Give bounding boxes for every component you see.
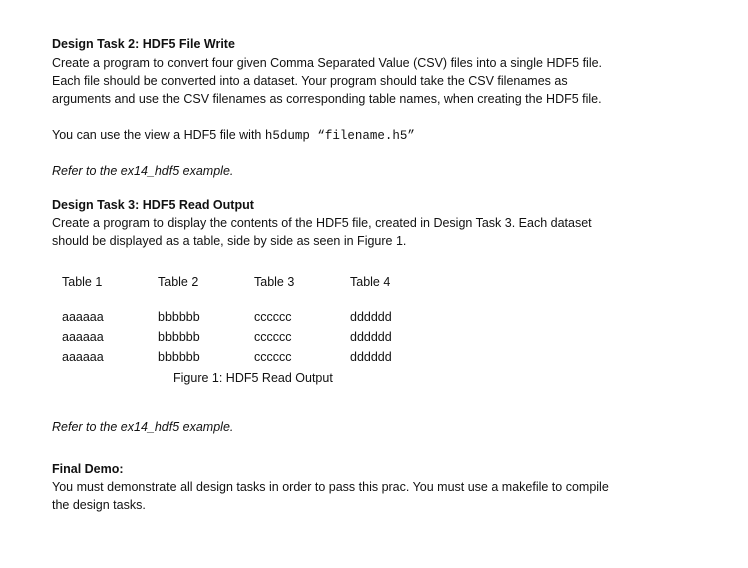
task2-view-paragraph — [52, 126, 692, 146]
task2-view-prefix: You can use the view a HDF5 file with — [52, 128, 265, 142]
figure-table-2 — [158, 272, 238, 364]
table-header: Table 3 — [254, 275, 295, 289]
table-header: Table 4 — [350, 275, 391, 289]
table-header: Table 2 — [158, 275, 199, 289]
table-cell: dddddd — [350, 330, 392, 344]
task2-line-3: arguments and use the CSV filenames as corresponding table names, when creating the HDF5 file. — [52, 92, 602, 106]
table-cell: aaaaaa — [62, 350, 104, 364]
table-cell: aaaaaa — [62, 330, 104, 344]
table-cell: bbbbbb — [158, 330, 200, 344]
table-cell: aaaaaa — [62, 310, 104, 324]
table-cell: dddddd — [350, 310, 392, 324]
table-cell: bbbbbb — [158, 310, 200, 324]
figure-table-4 — [350, 272, 430, 364]
final-demo-heading: Final Demo: — [52, 462, 124, 476]
table-header: Table 1 — [62, 275, 103, 289]
figure-table-1 — [62, 272, 142, 364]
table-cell: bbbbbb — [158, 350, 200, 364]
table-cell: dddddd — [350, 350, 392, 364]
task3-line-1: Create a program to display the contents of the HDF5 file, created in Design Task 3. Each dataset — [52, 216, 592, 230]
task2-reference: Refer to the ex14_hdf5 example. — [52, 164, 234, 178]
task2-line-1: Create a program to convert four given Comma Separated Value (CSV) files into a single HDF5 file. — [52, 56, 603, 70]
task3-line-2: should be displayed as a table, side by side as seen in Figure 1. — [52, 234, 407, 248]
table-cell: cccccc — [254, 330, 292, 344]
final-demo-line-2: the design tasks. — [52, 498, 146, 512]
task2-line-2: Each file should be converted into a dataset. Your program should take the CSV filenames as — [52, 74, 568, 88]
task2-heading: Design Task 2: HDF5 File Write — [52, 37, 235, 51]
figure-table-3 — [254, 272, 334, 364]
final-demo-line-1: You must demonstrate all design tasks in order to pass this prac. You must use a makefile to compile — [52, 480, 609, 494]
task3-reference: Refer to the ex14_hdf5 example. — [52, 420, 234, 434]
figure-caption: Figure 1: HDF5 Read Output — [173, 371, 333, 385]
task3-heading: Design Task 3: HDF5 Read Output — [52, 198, 254, 212]
table-cell: cccccc — [254, 350, 292, 364]
table-cell: cccccc — [254, 310, 292, 324]
task2-view-command: h5dump “filename.h5” — [264, 129, 415, 143]
